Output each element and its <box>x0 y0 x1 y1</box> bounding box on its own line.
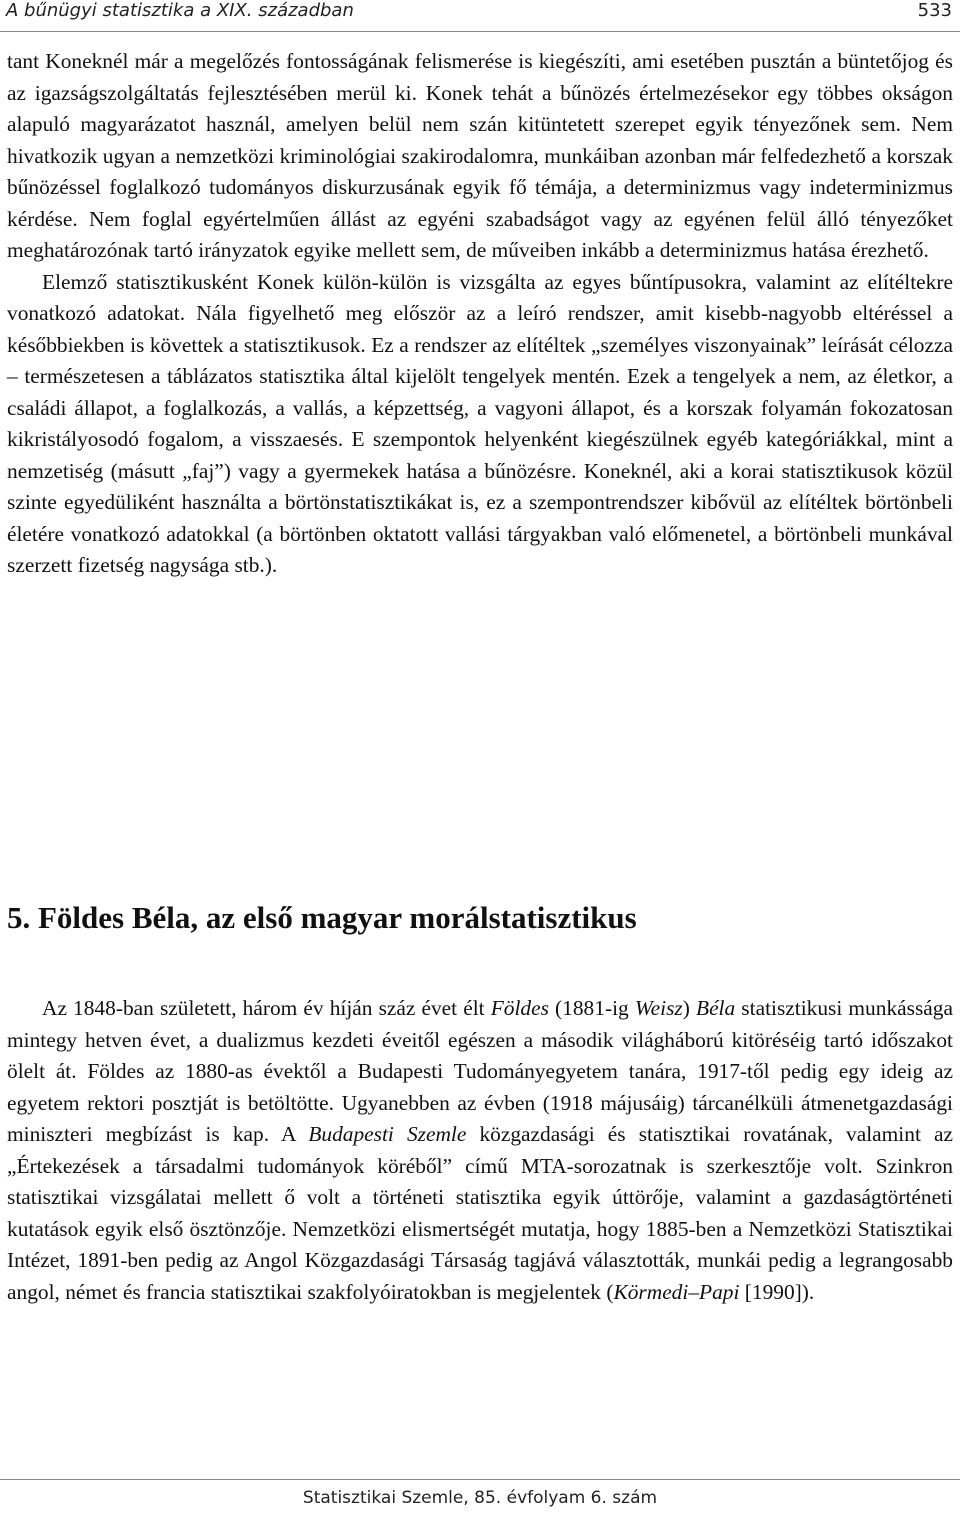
running-header <box>0 0 960 22</box>
section-heading: 5. Földes Béla, az első magyar morálstatisztikus <box>7 900 637 935</box>
paragraph-konek-analysis: Elemző statisztikusként Konek külön-külön is vizsgálta az egyes bűntípusokra, valamint az elítéltekre vonatkozó adatokat. Nála figyelhető meg először az a leíró rendszer, amit kisebb-nagyobb eltéréssel a későbbiekben is követtek a statisztikusok. Ez a rendszer az elítéltek „személyes viszonyainak” leírását célozza – természetesen a táblázatos statisztika által kijelölt tengelyek mentén. Ezek a tengelyek a nem, az életkor, a családi állapot, a foglalkozás, a vallás, a képzettség, a vagyoni állapot, és a korszak folyamán fokozatosan kikristályosodó fogalom, a visszaesés. E szempontok helyenként kiegészülnek egyéb kategóriákkal, mint a nemzetiség (másutt „faj”) vagy a gyermekek hatása a bűnözésre. Koneknél, aki a korai statisztikusok közül szinte egyedüliként használta a börtönstatisztikákat is, ez a szempontrendszer kibővül az elítéltek börtönbeli életére vonatkozó adatokkal (a börtönben oktatott vallási tárgyakban való előmenetel, a börtönbeli munkával szerzett fizetség nagysága stb.). <box>7 269 953 577</box>
text-run: Az 1848-ban született, három év híján száz évet élt <box>42 996 491 1020</box>
journal-title-italic: Budapesti Szemle <box>308 1122 467 1146</box>
section-body-2 <box>7 993 953 1308</box>
footer-rule <box>0 1479 960 1480</box>
text-run: statisztikusi munkássága mintegy hetven évet, a dualizmus kezdeti éveitől egészen a második világháború kitöréséig tartó időszakot ölelt át. Földes az 1880-as évektől a Budapesti Tudományegyetem tanára, 1917-től pedig egy ideig az egyetem rektori posztját is betöltötte. Ugyanebben az évben (1918 májusáig) tárcanélküli átmenetgazdasági miniszteri megbízást is kap. A <box>7 996 953 1146</box>
citation-authors-italic: Körmedi–Papi <box>613 1279 740 1304</box>
text-run: ) <box>682 996 696 1020</box>
name-italic: Weisz <box>634 996 683 1020</box>
page-number: 533 <box>917 0 952 21</box>
journal-footer: Statisztikai Szemle, 85. évfolyam 6. szám <box>302 1488 658 1508</box>
name-italic: Béla <box>696 996 736 1020</box>
paragraph-foldes-bio <box>7 993 953 1308</box>
section-body-1 <box>7 46 953 582</box>
running-title: A bűnügyi statisztika a XIX. században <box>6 0 354 21</box>
text-run: (1881-ig <box>548 996 635 1020</box>
text-run: közgazdasági és statisztikai rovatának, valamint az „Értekezések a társadalmi tudományok köréből” című MTA-sorozatnak is szerkesztője volt. Szinkron statisztikai vizsgálatai mellett ő volt a történeti statisztika egyik úttörője, valamint a gazdaságtörténeti kutatások egyik első ösztönzője. Nemzetközi elismertségét mutatja, hogy 1885-ben a Nemzetközi Statisztikai Intézet, 1891-ben pedig az Angol Közgazdasági Társaság tagjává választották, munkái pedig a legrangosabb angol, német és francia statisztikai szakfolyóiratokban is megjelentek ( <box>7 1122 953 1304</box>
text-run: [1990]). <box>739 1279 815 1304</box>
header-rule <box>0 31 960 32</box>
paragraph-continuation: tant Koneknél már a megelőzés fontosságának felismerése is kiegészíti, ami esetében pusztán a büntetőjog és az igazságszolgáltatás fejlesztésében merül ki. Konek tehát a bűnözés értelmezésekor egy többes okságon alapuló magyarázatot használ, amelyen belül nem szán kitüntetett szerepet egyik tényezőnek sem. Nem hivatkozik ugyan a nemzetközi kriminológiai szakirodalomra, munkáiban azonban már felfedezhető a korszak bűnözéssel foglalkozó tudományos diskurzusának egyik fő témája, a determinizmus vagy indeterminizmus kérdése. Nem foglal egyértelműen állást az egyéni szabadságot vagy az egyénen felül álló tényezőket meghatározónak tartó irányzatok egyike mellett sem, de műveiben inkább a determinizmus hatása érezhető. <box>7 49 953 262</box>
name-italic: Földes <box>490 996 549 1020</box>
